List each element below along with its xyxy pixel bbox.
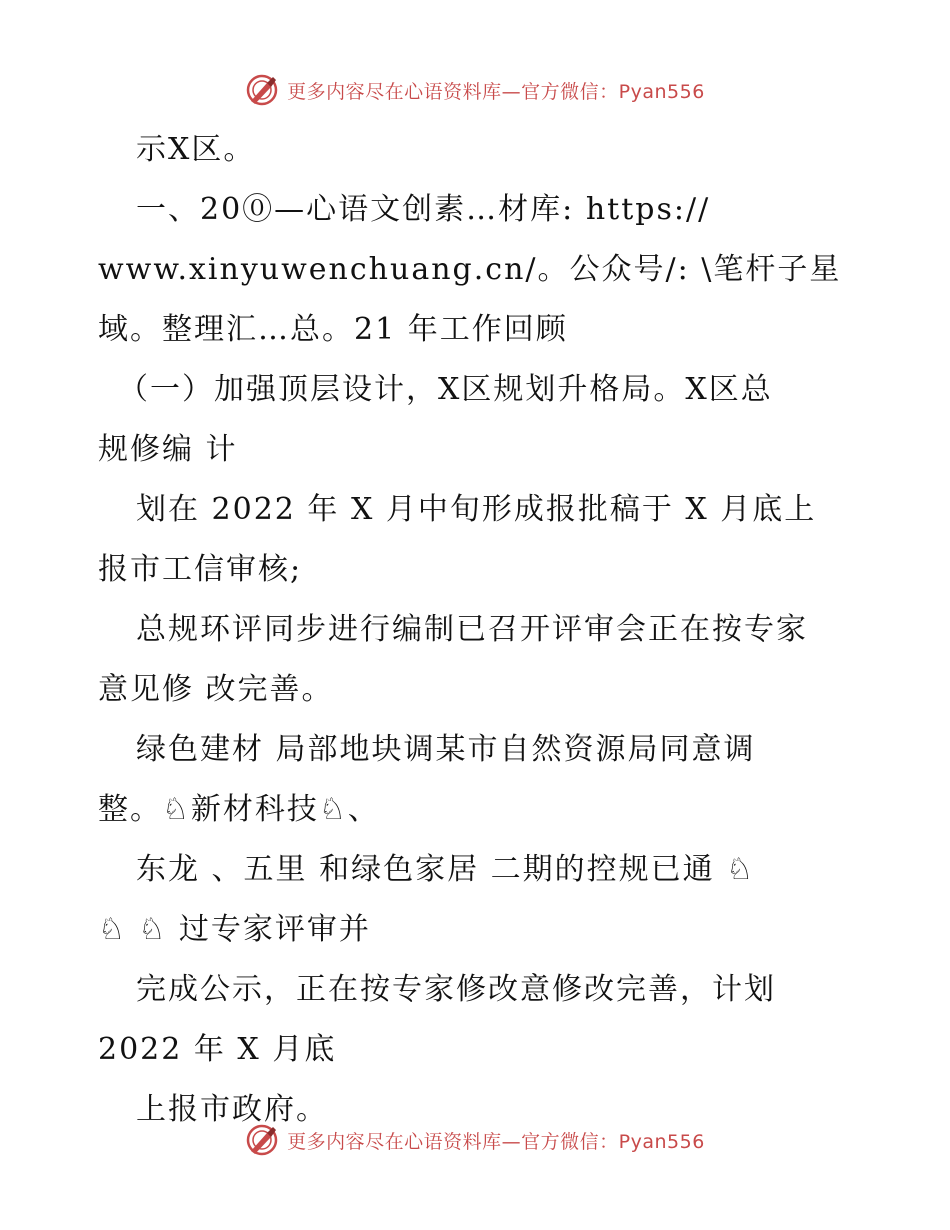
body-line-11: 绿色建材 局部地块调某市自然资源局同意调: [136, 732, 756, 767]
body-line-1: 示X区。: [136, 132, 256, 167]
document-body: [98, 120, 858, 1140]
body-line-14: ♘ ♘ 过专家评审并: [98, 912, 371, 947]
pen-logo-icon: [245, 1123, 279, 1157]
footer-banner: [0, 1120, 950, 1160]
header-banner-text: 更多内容尽在心语资料库—官方微信：Pyan556: [287, 80, 705, 103]
body-line-7: 划在 2022 年 X 月中旬形成报批稿于 X 月底上: [136, 492, 817, 527]
body-line-5: （一）加强顶层设计，X区规划升格局。X区总: [118, 372, 773, 407]
body-line-3: www.xinyuwenchuang.cn/。公众号/: \笔杆子星: [98, 252, 842, 287]
body-line-9: 总规环评同步进行编制已召开评审会正在按专家: [136, 612, 808, 647]
body-line-8: 报市工信审核;: [98, 552, 303, 587]
footer-banner-text: 更多内容尽在心语资料库—官方微信：Pyan556: [287, 1130, 705, 1153]
body-line-4: 域。整理汇…总。21 年工作回顾: [98, 312, 568, 347]
body-line-6: 规修编 计: [98, 432, 238, 467]
body-line-2: 一、20⓪—心语文创素…材库: https://: [136, 192, 711, 227]
body-line-15: 完成公示，正在按专家修改意修改完善，计划: [136, 972, 776, 1007]
body-line-16: 2022 年 X 月底: [98, 1032, 337, 1067]
pen-logo-icon: [245, 73, 279, 107]
body-line-17: 上报市政府。: [136, 1092, 328, 1127]
body-line-13: 东龙 、五里 和绿色家居 二期的控规已通 ♘: [136, 852, 756, 887]
body-line-12: 整。♘新材科技♘、: [98, 792, 380, 827]
body-line-10: 意见修 改完善。: [98, 672, 334, 707]
header-banner: [0, 70, 950, 110]
